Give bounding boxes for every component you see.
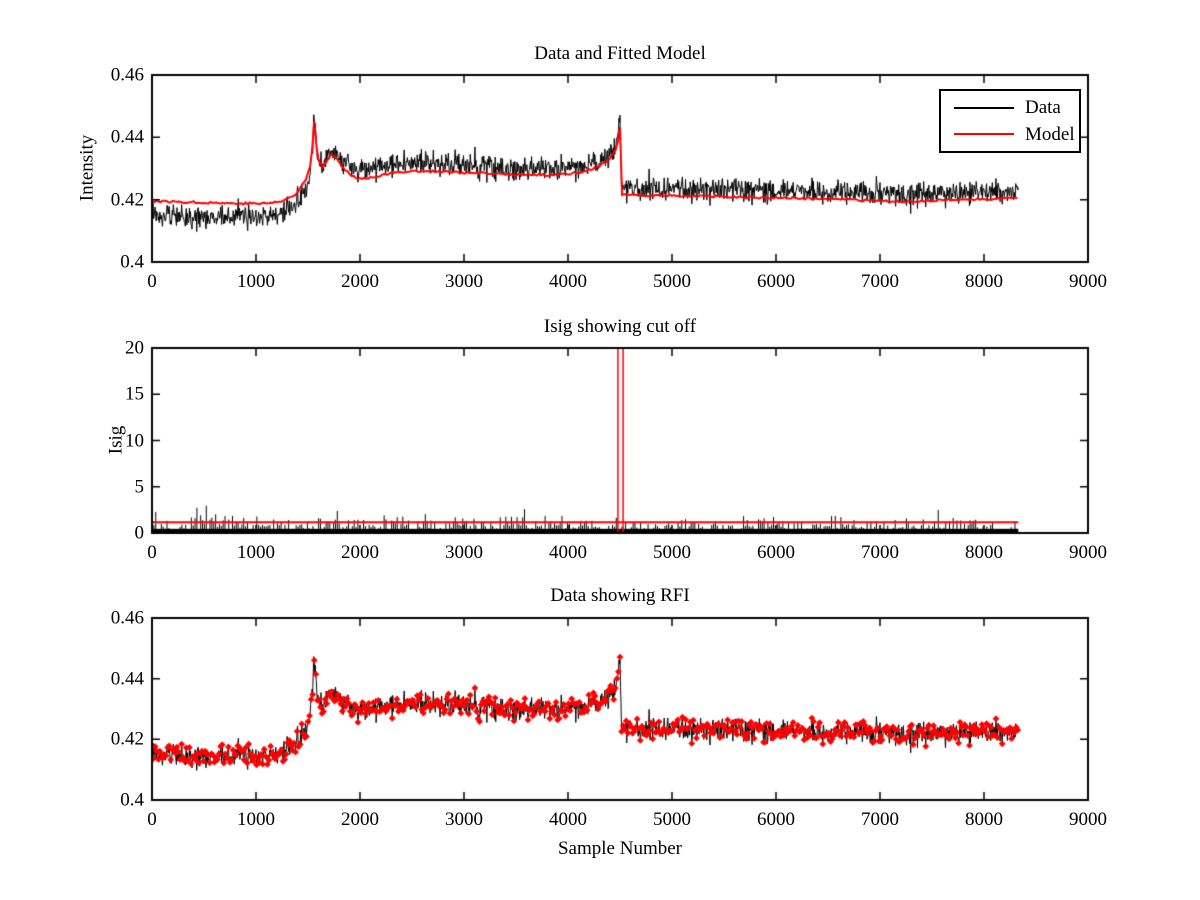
y-tick-label: 0.42 (110, 728, 144, 750)
y-tick-label: 0.44 (110, 668, 144, 690)
x-tick-label: 1000 (237, 271, 275, 292)
x-tick-label: 0 (147, 271, 157, 292)
x-tick-label: 6000 (757, 271, 795, 292)
x-tick-label: 1000 (237, 809, 275, 830)
legend (939, 89, 1081, 153)
x-tick-label: 8000 (965, 809, 1003, 830)
subplot1-ylabel: Intensity (76, 134, 98, 202)
x-tick-label: 0 (147, 542, 157, 563)
data-line-sample (954, 107, 1014, 109)
x-tick-label: 1000 (237, 542, 275, 563)
y-tick-label: 0.44 (110, 126, 144, 148)
x-tick-label: 7000 (861, 542, 899, 563)
x-tick-label: 9000 (1069, 542, 1107, 563)
legend-label-data: Data (1025, 97, 1061, 119)
x-tick-label: 3000 (445, 271, 483, 292)
legend-row-model (941, 125, 1079, 144)
x-tick-label: 5000 (653, 542, 691, 563)
subplot2-title: Isig showing cut off (543, 316, 697, 337)
subplot3-title: Data showing RFI (550, 585, 690, 606)
y-tick-label: 0.4 (120, 251, 144, 273)
y-tick-label: 0.42 (110, 189, 144, 211)
legend-row-data (941, 98, 1079, 117)
x-tick-label: 7000 (861, 809, 899, 830)
y-tick-label: 5 (134, 476, 144, 498)
x-tick-label: 4000 (549, 542, 587, 563)
x-tick-label: 6000 (757, 809, 795, 830)
x-tick-label: 4000 (549, 271, 587, 292)
x-tick-label: 3000 (445, 809, 483, 830)
subplot3-xlabel: Sample Number (557, 838, 683, 859)
subplot2-ylabel: Isig (105, 425, 127, 455)
x-tick-label: 7000 (861, 271, 899, 292)
x-tick-label: 0 (147, 809, 157, 830)
x-tick-label: 5000 (653, 271, 691, 292)
subplot1-title: Data and Fitted Model (534, 43, 706, 64)
x-tick-label: 8000 (965, 542, 1003, 563)
x-tick-label: 4000 (549, 809, 587, 830)
y-tick-label: 20 (125, 337, 144, 359)
y-tick-label: 0 (134, 522, 144, 544)
model-line-sample (954, 133, 1014, 135)
x-tick-label: 9000 (1069, 271, 1107, 292)
x-tick-label: 2000 (341, 271, 379, 292)
y-tick-label: 10 (125, 430, 144, 451)
y-tick-label: 0.46 (110, 607, 144, 629)
x-tick-label: 2000 (341, 542, 379, 563)
x-tick-label: 8000 (965, 271, 1003, 292)
x-tick-label: 5000 (653, 809, 691, 830)
legend-label-model: Model (1025, 123, 1075, 145)
y-tick-label: 0.46 (110, 64, 144, 86)
x-tick-label: 6000 (757, 542, 795, 563)
y-tick-label: 0.4 (120, 789, 144, 811)
y-tick-label: 15 (125, 383, 144, 405)
x-tick-label: 2000 (341, 809, 379, 830)
x-tick-label: 9000 (1069, 809, 1107, 830)
x-tick-label: 3000 (445, 542, 483, 563)
